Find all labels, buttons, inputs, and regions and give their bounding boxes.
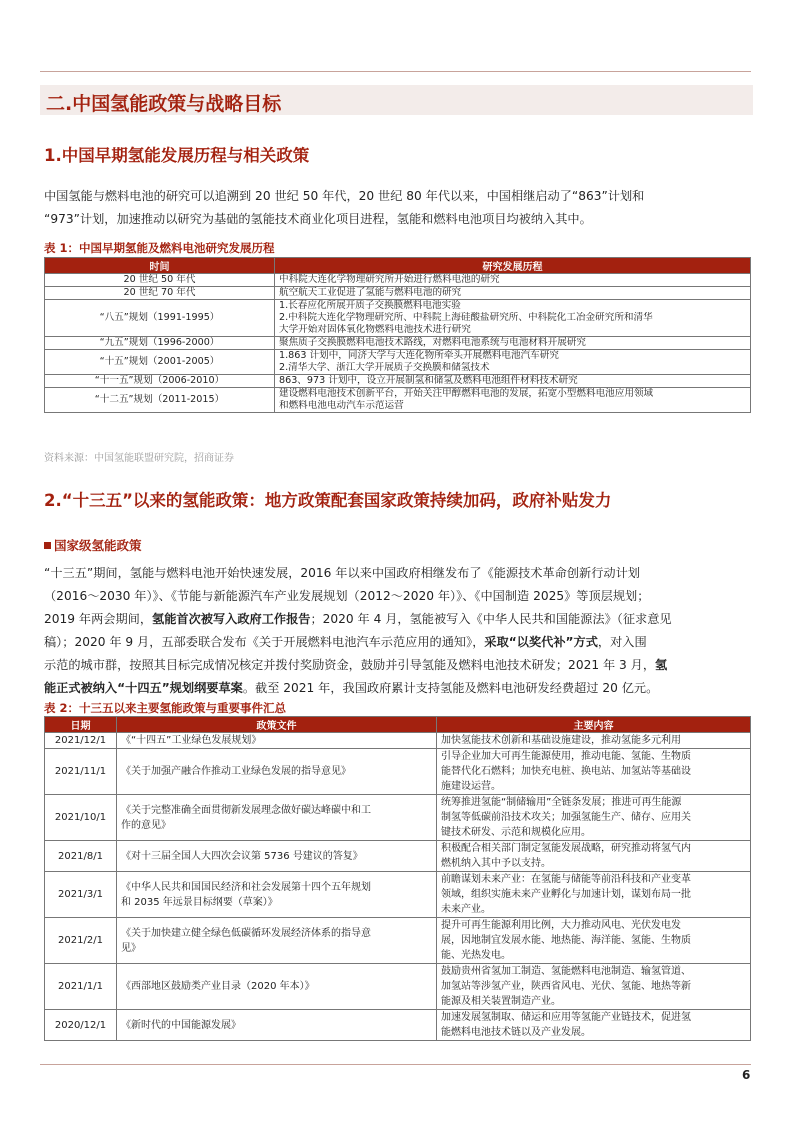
table2-content-cell — [437, 795, 751, 841]
table1-history-line: 和燃料电池电动汽车示范运营 — [279, 400, 404, 411]
table1-header-row — [45, 258, 751, 274]
table2-header-content: 主要内容 — [437, 717, 751, 733]
table2-date-cell: 2021/10/1 — [45, 795, 117, 841]
table2-date-cell: 2021/1/1 — [45, 964, 117, 1010]
section2-subhead-text: 国家级氢能政策 — [54, 538, 142, 553]
table1-caption: 表 1：中国早期氢能及燃料电池研究发展历程 — [44, 241, 275, 255]
table2-content-line: 未来产业。 — [441, 904, 491, 915]
table2-doc-line: 《关于加快建立健全绿色低碳循环发展经济体系的指导意 — [121, 927, 371, 939]
table2-content-line: 施建设运营。 — [441, 781, 501, 792]
table2-content-line: 引导企业加大可再生能源使用，推动电能、氢能、生物质 — [441, 751, 691, 762]
section1-heading: 1.中国早期氢能发展历程与相关政策 — [44, 146, 310, 165]
table2-content-line: 制氢等低碳前沿技术攻关；加强氢能生产、储存、应用关 — [441, 812, 691, 823]
table2-doc-line: 《关于加强产融合作推动工业绿色发展的指导意见》 — [121, 766, 351, 777]
table2-doc-cell — [117, 841, 437, 872]
section2-heading: 2.“十三五”以来的氢能政策：地方政策配套国家政策持续加码，政府补贴发力 — [44, 491, 612, 510]
table2-content-cell — [437, 872, 751, 918]
table2-doc-cell — [117, 918, 437, 964]
table2-doc-cell — [117, 1010, 437, 1041]
table1-history-line: 863、973 计划中，设立开展制氢和储氢及燃料电池组件材料技术研究 — [279, 375, 578, 386]
section2-line — [44, 585, 751, 608]
table1-row — [45, 375, 751, 388]
table1-source: 资料来源：中国氢能联盟研究院，招商证券 — [44, 453, 234, 464]
table2-row — [45, 749, 751, 795]
page-number: 6 — [742, 1068, 751, 1082]
table1-history-cell — [275, 388, 751, 413]
table2-header-date: 日期 — [45, 717, 117, 733]
table1-history-line: 1.863 计划中，同济大学与大连化物所牵头开展燃料电池汽车研究 — [279, 350, 559, 361]
table1-history-line: 建设燃料电池技术创新平台，开始关注甲醇燃料电池的发展，拓宽小型燃料电池应用领域 — [279, 388, 654, 399]
bottom-rule — [40, 1064, 751, 1065]
table2-content-line: 加速发展氢制取、储运和应用等氢能产业链技术，促进氢 — [441, 1012, 691, 1023]
table2-row — [45, 964, 751, 1010]
table1-history-cell — [275, 375, 751, 388]
table1-row — [45, 337, 751, 350]
table2-content-line: 能燃料电池技术链以及产业发展。 — [441, 1027, 591, 1038]
table1 — [44, 257, 751, 413]
table1-history-line: 聚焦质子交换膜燃料电池技术路线，对燃料电池系统与电池材料开展研究 — [279, 337, 586, 348]
table2-doc-cell — [117, 749, 437, 795]
table2-doc-line: 《关于完整准确全面贯彻新发展理念做好碳达峰碳中和工 — [121, 804, 371, 816]
table1-time-cell: “十五”规划（2001-2005） — [45, 350, 275, 375]
emphasis-text: 氢 — [655, 658, 668, 672]
section2-line — [44, 608, 751, 631]
section1-paragraph — [44, 185, 751, 231]
table2-content-line: 能、光热发电。 — [441, 950, 511, 961]
section2-paragraph — [44, 562, 751, 700]
table2-row — [45, 841, 751, 872]
table2-date-cell: 2021/12/1 — [45, 733, 117, 749]
table1-history-line: 大学开始对固体氧化物燃料电池技术进行研究 — [279, 324, 471, 335]
section2-line — [44, 654, 751, 677]
table2-doc-line: 《西部地区鼓励类产业目录（2020 年本）》 — [121, 981, 315, 992]
section2-subhead — [44, 536, 142, 554]
table1-history-line: 1.长春应化所展开质子交换膜燃料电池实验 — [279, 300, 461, 311]
table2-content-cell — [437, 1010, 751, 1041]
body-text: ；2020 年 4 月，氢能被写入《中华人民共和国能源法》（征求意见 — [310, 612, 672, 626]
table2-content-line: 鼓励贵州省氢加工制造、氢能燃料电池制造、输氢管道、 — [441, 966, 691, 977]
table2-content-line: 加快氢能技术创新和基础设施建设，推动氢能多元利用 — [441, 735, 681, 746]
table2-row — [45, 795, 751, 841]
emphasis-text: 能正式被纳入“十四五”规划纲要草案 — [44, 681, 243, 695]
table1-history-line: 航空航天工业促进了氢能与燃料电池的研究 — [279, 287, 462, 298]
body-text: （2016～2030 年）》、《节能与新能源汽车产业发展规划（2012～2020 年）》、《中国制造 2025》等顶层规划； — [44, 589, 650, 603]
section2-line — [44, 677, 751, 700]
table2-doc-line: 见》 — [121, 942, 141, 954]
table2-doc-cell — [117, 872, 437, 918]
table1-history-line: 中科院大连化学物理研究所开始进行燃料电池的研究 — [279, 274, 500, 285]
table2-content-line: 燃机纳入其中予以支持。 — [441, 858, 551, 869]
table2-doc-line: 作的意见》 — [121, 819, 171, 831]
table1-row — [45, 287, 751, 300]
table1-header-history: 研究发展历程 — [275, 258, 751, 274]
table2-row — [45, 733, 751, 749]
table2-content-line: 提升可再生能源利用比例，大力推动风电、光伏发电发 — [441, 920, 681, 931]
section2-line — [44, 631, 751, 654]
body-text: 。截至 2021 年，我国政府累计支持氢能及燃料电池研发经费超过 20 亿元。 — [242, 681, 659, 695]
table2-header-row — [45, 717, 751, 733]
body-text: 稿）；2020 年 9 月，五部委联合发布《关于开展燃料电池汽车示范应用的通知》， — [44, 635, 485, 649]
table2-doc-cell — [117, 795, 437, 841]
table2-content-cell — [437, 749, 751, 795]
section1-line: 中国氢能与燃料电池的研究可以追溯到 20 世纪 50 年代，20 世纪 80 年代以来，中国相继启动了“863”计划和 — [44, 189, 645, 203]
table2-row — [45, 1010, 751, 1041]
table2-content-line: 能替代化石燃料；加快充电桩、换电站、加氢站等基础设 — [441, 766, 691, 777]
table2-content-line: 键技术研发、示范和规模化应用。 — [441, 827, 591, 838]
table2-content-cell — [437, 733, 751, 749]
table1-row — [45, 350, 751, 375]
table1-time-cell: “十二五”规划（2011-2015） — [45, 388, 275, 413]
table1-time-cell: “十一五”规划（2006-2010） — [45, 375, 275, 388]
body-text: “十三五”期间，氢能与燃料电池开始快速发展，2016 年以来中国政府相继发布了《能源技术革命创新行动计划 — [44, 566, 640, 580]
table2-content-line: 前瞻谋划未来产业：在氢能与储能等前沿科技和产业变革 — [441, 874, 691, 885]
table1-body — [45, 274, 751, 413]
table1-header-time: 时间 — [45, 258, 275, 274]
table1-history-line: 2.中科院大连化学物理研究所、中科院上海硅酸盐研究所、中科院化工冶金研究所和清华 — [279, 312, 653, 323]
table2-doc-line: 《“十四五”工业绿色发展规划》 — [121, 735, 262, 746]
table2-header-doc: 政策文件 — [117, 717, 437, 733]
table2-content-line: 展，因地制宜发展水能、地热能、海洋能、氢能、生物质 — [441, 935, 691, 946]
table1-time-cell: 20 世纪 70 年代 — [45, 287, 275, 300]
table2-content-cell — [437, 918, 751, 964]
square-bullet-icon — [44, 542, 51, 549]
table2-content-line: 统筹推进氢能“制储输用”全链条发展；推进可再生能源 — [441, 797, 682, 808]
table2-date-cell: 2021/2/1 — [45, 918, 117, 964]
table2-caption: 表 2：十三五以来主要氢能政策与重要事件汇总 — [44, 701, 287, 715]
table1-history-cell — [275, 350, 751, 375]
table2-date-cell: 2021/8/1 — [45, 841, 117, 872]
table1-time-cell: 20 世纪 50 年代 — [45, 274, 275, 287]
table2 — [44, 716, 751, 1041]
table2-row — [45, 918, 751, 964]
table1-history-line: 2.清华大学、浙江大学开展质子交换膜和储氢技术 — [279, 362, 490, 373]
body-text: ，对入围 — [597, 635, 647, 649]
table2-date-cell: 2021/11/1 — [45, 749, 117, 795]
table2-doc-line: 和 2035 年远景目标纲要（草案）》 — [121, 896, 278, 908]
table1-row — [45, 274, 751, 287]
table2-content-line: 领域，组织实施未来产业孵化与加速计划，谋划布局一批 — [441, 889, 691, 900]
table1-history-cell — [275, 337, 751, 350]
table2-doc-line: 《新时代的中国能源发展》 — [121, 1019, 241, 1031]
top-rule — [40, 71, 751, 72]
body-text: 2019 年两会期间， — [44, 612, 153, 626]
table2-doc-line: 《中华人民共和国国民经济和社会发展第十四个五年规划 — [121, 881, 371, 893]
table2-content-cell — [437, 964, 751, 1010]
table2-doc-cell — [117, 964, 437, 1010]
table1-time-cell: “八五”规划（1991-1995） — [45, 300, 275, 337]
table1-history-cell — [275, 300, 751, 337]
table2-content-line: 加氢站等涉氢产业，陕西省风电、光伏、氢能、地热等新 — [441, 981, 691, 992]
table2-doc-cell — [117, 733, 437, 749]
emphasis-text: 氢能首次被写入政府工作报告 — [152, 612, 311, 626]
section2-line — [44, 562, 751, 585]
table1-history-cell — [275, 274, 751, 287]
table2-row — [45, 872, 751, 918]
table2-doc-line: 《对十三届全国人大四次会议第 5736 号建议的答复》 — [121, 850, 363, 862]
body-text: 示范的城市群，按照其目标完成情况核定并拨付奖励资金，鼓励并引导氢能及燃料电池技术研发；2021 年 3 月， — [44, 658, 656, 672]
emphasis-text: 采取“以奖代补”方式 — [484, 635, 598, 649]
table2-content-line: 积极配合相关部门制定氢能发展战略，研究推动将氢气内 — [441, 843, 691, 854]
table2-content-cell — [437, 841, 751, 872]
table2-body — [45, 733, 751, 1041]
table2-date-cell: 2021/3/1 — [45, 872, 117, 918]
table2-date-cell: 2020/12/1 — [45, 1010, 117, 1041]
section1-line: “973”计划，加速推动以研究为基础的氢能技术商业化项目进程，氢能和燃料电池项目均被纳入其中。 — [44, 212, 592, 226]
table1-row — [45, 388, 751, 413]
table1-row — [45, 300, 751, 337]
table2-content-line: 能源及相关装置制造产业。 — [441, 996, 561, 1007]
chapter-title: 二.中国氢能政策与战略目标 — [46, 93, 282, 115]
table1-time-cell: “九五”规划（1996-2000） — [45, 337, 275, 350]
table1-history-cell — [275, 287, 751, 300]
